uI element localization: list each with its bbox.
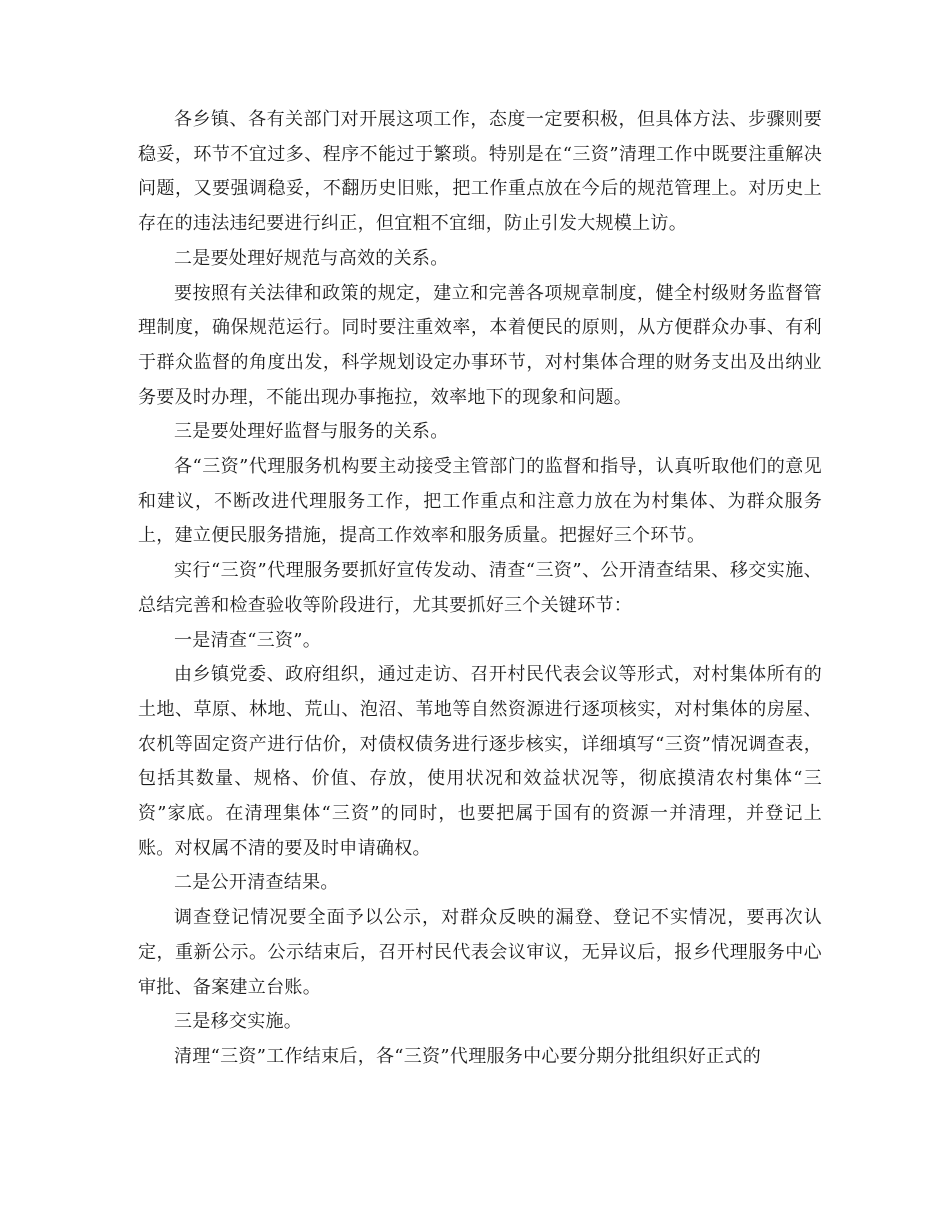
paragraph-1: 各乡镇、各有关部门对开展这项工作，态度一定要积极，但具体方法、步骤则要稳妥，环节不宜过多、程序不能过于繁琐。特别是在“三资”清理工作中既要注重解决问题，又要强调稳妥，不翻历史旧账，把工作重点放在今后的规范管理上。对历史上存在的违法违纪要进行纠正，但宜粗不宜细，防止引发大规模上访。 <box>138 109 822 235</box>
paragraph-8: 由乡镇党委、政府组织，通过走访、召开村民代表会议等形式，对村集体所有的土地、草原、林地、荒山、泡沼、苇地等自然资源进行逐项核实，对村集体的房屋、农机等固定资产进行估价，对债权债务进行逐步核实，详细填写“三资”情况调查表，包括其数量、规格、价值、存放，使用状况和效益状况等，彻底摸清农村集体“三资”家底。在清理集体“三资”的同时，也要把属于国有的资源一并清理，并登记上账。对权属不清的要及时申请确权。 <box>138 664 822 859</box>
paragraph-11-heading: 三是移交实施。 <box>174 1011 303 1033</box>
document-body <box>138 103 822 1075</box>
paragraph-3: 要按照有关法律和政策的规定，建立和完善各项规章制度，健全村级财务监督管理制度，确保规范运行。同时要注重效率，本着便民的原则，从方便群众办事、有利于群众监督的角度出发，科学规划设定办事环节，对村集体合理的财务支出及出纳业务要及时办理，不能出现办事拖拉，效率地下的现象和问题。 <box>138 282 822 408</box>
paragraph-12: 清理“三资”工作结束后，各“三资”代理服务中心要分期分批组织好正式的 <box>174 1045 762 1067</box>
paragraph-6: 实行“三资”代理服务要抓好宣传发动、清查“三资”、公开清查结果、移交实施、总结完善和检查验收等阶段进行，尤其要抓好三个关键环节： <box>138 560 822 616</box>
paragraph-7-heading: 一是清查“三资”。 <box>174 629 322 651</box>
paragraph-5: 各“三资”代理服务机构要主动接受主管部门的监督和指导，认真听取他们的意见和建议，不断改进代理服务工作，把工作重点和注意力放在为村集体、为群众服务上，建立便民服务措施，提高工作效率和服务质量。把握好三个环节。 <box>138 456 822 547</box>
paragraph-2-heading: 二是要处理好规范与高效的关系。 <box>174 247 449 269</box>
paragraph-10: 调查登记情况要全面予以公示，对群众反映的漏登、登记不实情况，要再次认定，重新公示。公示结束后，召开村民代表会议审议，无异议后，报乡代理服务中心审批、备案建立台账。 <box>138 907 822 998</box>
paragraph-4-heading: 三是要处理好监督与服务的关系。 <box>174 421 449 443</box>
paragraph-9-heading: 二是公开清查结果。 <box>174 872 339 894</box>
